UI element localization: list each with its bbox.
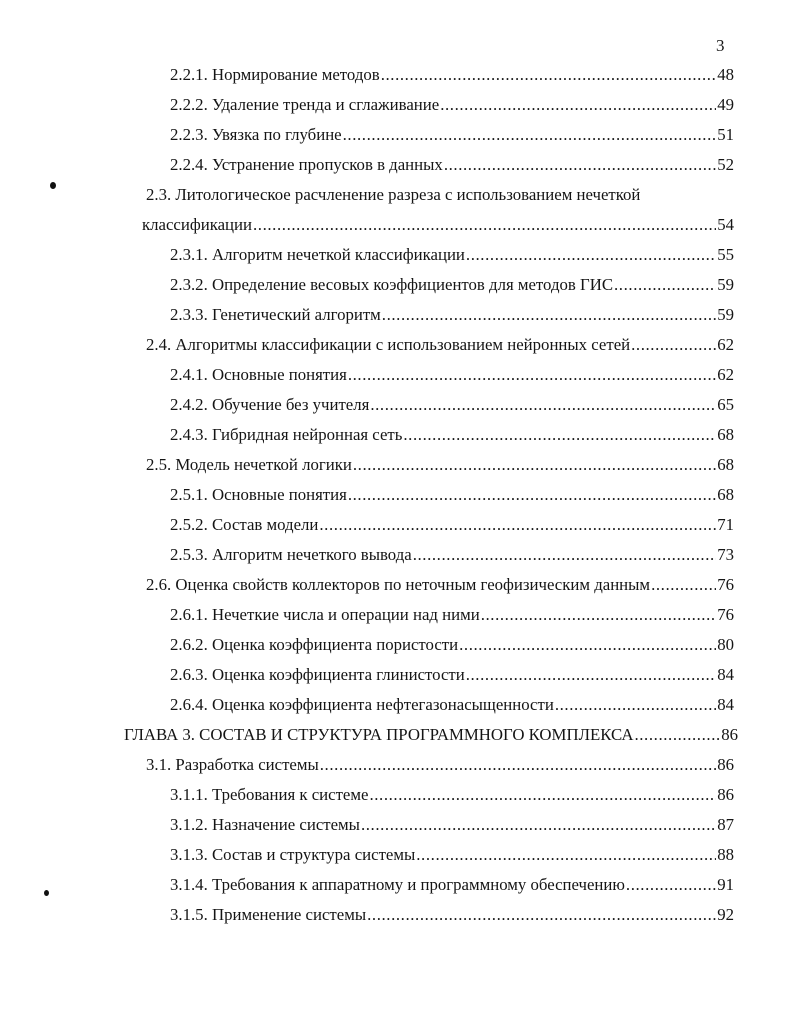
- dot-leader: [413, 543, 717, 567]
- toc-entry-page: 65: [717, 395, 734, 414]
- toc-entry-title: 2.3.1. Алгоритм нечеткой классификации: [170, 245, 465, 264]
- dot-leader: [555, 693, 716, 717]
- toc-entry-page: 52: [717, 155, 734, 174]
- toc-entry-title: 3.1.4. Требования к аппаратному и программному обеспечению: [170, 875, 625, 894]
- toc-entry[interactable]: [170, 603, 734, 627]
- dot-leader: [369, 783, 716, 807]
- toc-entry-title: 2.5.2. Состав модели: [170, 515, 319, 534]
- toc-entry[interactable]: [170, 813, 734, 837]
- toc-entry[interactable]: [170, 843, 734, 867]
- toc-entry-title: 2.4.3. Гибридная нейронная сеть: [170, 425, 403, 444]
- dot-leader: [253, 213, 716, 237]
- toc-entry-title: 2.6.4. Оценка коэффициента нефтегазонасыщенности: [170, 695, 554, 714]
- toc-entry[interactable]: [170, 393, 734, 417]
- toc-entry[interactable]: [146, 453, 734, 477]
- page-number: 3: [716, 36, 725, 55]
- toc-entry[interactable]: [142, 213, 734, 237]
- toc-entry-title: 2.4.2. Обучение без учителя: [170, 395, 370, 414]
- toc-entry[interactable]: [170, 153, 734, 177]
- toc-entry-page: 88: [717, 845, 734, 864]
- toc-entry-page: 84: [717, 695, 734, 714]
- toc-entry[interactable]: [170, 663, 734, 687]
- toc-entry[interactable]: [170, 93, 734, 117]
- toc-entry-title: 2.2.4. Устранение пропусков в данных: [170, 155, 443, 174]
- toc-entry-page: 49: [717, 95, 734, 114]
- toc-entry-title-line1: 2.3. Литологическое расчленение разреза с использованием нечеткой: [146, 185, 641, 204]
- toc-entry[interactable]: [170, 483, 734, 507]
- toc-entry-page: 54: [717, 215, 734, 234]
- toc-entry[interactable]: [170, 873, 734, 897]
- toc-entry[interactable]: [170, 513, 734, 537]
- dot-leader: [481, 603, 717, 627]
- scan-speck-mark: [44, 890, 49, 896]
- toc-entry-title: 3.1.1. Требования к системе: [170, 785, 369, 804]
- toc-entry-title: 2.6. Оценка свойств коллекторов по неточным геофизическим данным: [146, 575, 651, 594]
- toc-entry[interactable]: [170, 303, 734, 327]
- toc-entry-title: 3.1.3. Состав и структура системы: [170, 845, 416, 864]
- toc-entry-title: 2.6.1. Нечеткие числа и операции над ними: [170, 605, 480, 624]
- dot-leader: [367, 903, 716, 927]
- toc-entry[interactable]: [146, 333, 734, 357]
- dot-leader: [466, 243, 716, 267]
- toc-entry-page: 91: [717, 875, 734, 894]
- toc-entry[interactable]: [170, 123, 734, 147]
- toc-entry-page: 55: [717, 245, 734, 264]
- toc-entry-title: 2.6.3. Оценка коэффициента глинистости: [170, 665, 465, 684]
- toc-entry-title: 2.4.1. Основные понятия: [170, 365, 347, 384]
- dot-leader: [634, 723, 720, 747]
- toc-entry[interactable]: [170, 783, 734, 807]
- dot-leader: [403, 423, 716, 447]
- dot-leader: [319, 513, 716, 537]
- toc-entry-page: 51: [717, 125, 734, 144]
- dot-leader: [444, 153, 716, 177]
- toc-entry-page: 86: [717, 785, 734, 804]
- toc-entry-title: 2.4. Алгоритмы классификации с использованием нейронных сетей: [146, 335, 631, 354]
- toc-entry-page: 87: [717, 815, 734, 834]
- toc-entry-page: 68: [717, 425, 734, 444]
- toc-entry-title: 3.1. Разработка системы: [146, 755, 319, 774]
- toc-entry[interactable]: [170, 633, 734, 657]
- toc-entry-page: 84: [717, 665, 734, 684]
- toc-entry[interactable]: [146, 573, 734, 597]
- toc-entry-page: 86: [717, 755, 734, 774]
- toc-entry-page: 80: [717, 635, 734, 654]
- toc-entry-page: 62: [717, 365, 734, 384]
- dot-leader: [466, 663, 717, 687]
- toc-entry-page: 71: [717, 515, 734, 534]
- toc-entry-page: 62: [717, 335, 734, 354]
- toc-entry[interactable]: [170, 243, 734, 267]
- dot-leader: [348, 363, 716, 387]
- toc-entry[interactable]: [170, 273, 734, 297]
- dot-leader: [382, 303, 716, 327]
- toc-entry[interactable]: [146, 753, 734, 777]
- toc-entry-page: 73: [717, 545, 734, 564]
- dot-leader: [370, 393, 716, 417]
- toc-entry-page: 48: [717, 65, 734, 84]
- dot-leader: [459, 633, 716, 657]
- dot-leader: [361, 813, 716, 837]
- toc-entry-page: 59: [717, 275, 734, 294]
- toc-entry-page: 92: [717, 905, 734, 924]
- dot-leader: [353, 453, 716, 477]
- dot-leader: [614, 273, 716, 297]
- toc-entry-page: 59: [717, 305, 734, 324]
- toc-entry-title: классификации: [142, 215, 252, 234]
- dot-leader: [440, 93, 716, 117]
- toc-entry-chapter[interactable]: [124, 723, 738, 747]
- toc-entry-title: ГЛАВА 3. СОСТАВ И СТРУКТУРА ПРОГРАММНОГО КОМПЛЕКСА: [124, 725, 634, 744]
- toc-entry[interactable]: [170, 423, 734, 447]
- dot-leader: [348, 483, 716, 507]
- toc-entry-title: 3.1.2. Назначение системы: [170, 815, 360, 834]
- toc-entry-title: 2.2.1. Нормирование методов: [170, 65, 380, 84]
- toc-entry-title: 2.5.1. Основные понятия: [170, 485, 347, 504]
- scan-speck-mark: [50, 182, 56, 189]
- toc-entry-page: 68: [717, 485, 734, 504]
- toc-entry-title: 2.5. Модель нечеткой логики: [146, 455, 352, 474]
- toc-entry-title: 2.2.2. Удаление тренда и сглаживание: [170, 95, 440, 114]
- dot-leader: [631, 333, 716, 357]
- toc-entry-title: 2.5.3. Алгоритм нечеткого вывода: [170, 545, 412, 564]
- dot-leader: [651, 573, 716, 597]
- toc-entry-page: 76: [717, 575, 734, 594]
- toc-entry-page: 86: [721, 725, 738, 744]
- toc-entry[interactable]: [170, 693, 734, 717]
- toc-entry-title: 2.3.3. Генетический алгоритм: [170, 305, 381, 324]
- toc-entry[interactable]: [170, 63, 734, 87]
- toc-entry-title: 2.6.2. Оценка коэффициента пористости: [170, 635, 459, 654]
- dot-leader: [626, 873, 716, 897]
- dot-leader: [416, 843, 716, 867]
- toc-entry-title: 3.1.5. Применение системы: [170, 905, 367, 924]
- toc-entry[interactable]: [170, 363, 734, 387]
- toc-entry-title: 2.2.3. Увязка по глубине: [170, 125, 342, 144]
- toc-entry-page: 76: [717, 605, 734, 624]
- toc-entry-page: 68: [717, 455, 734, 474]
- toc-entry[interactable]: [170, 543, 734, 567]
- dot-leader: [381, 63, 717, 87]
- toc-entry[interactable]: [170, 903, 734, 927]
- dot-leader: [320, 753, 716, 777]
- toc-entry-title: 2.3.2. Определение весовых коэффициентов для методов ГИС: [170, 275, 614, 294]
- dot-leader: [343, 123, 717, 147]
